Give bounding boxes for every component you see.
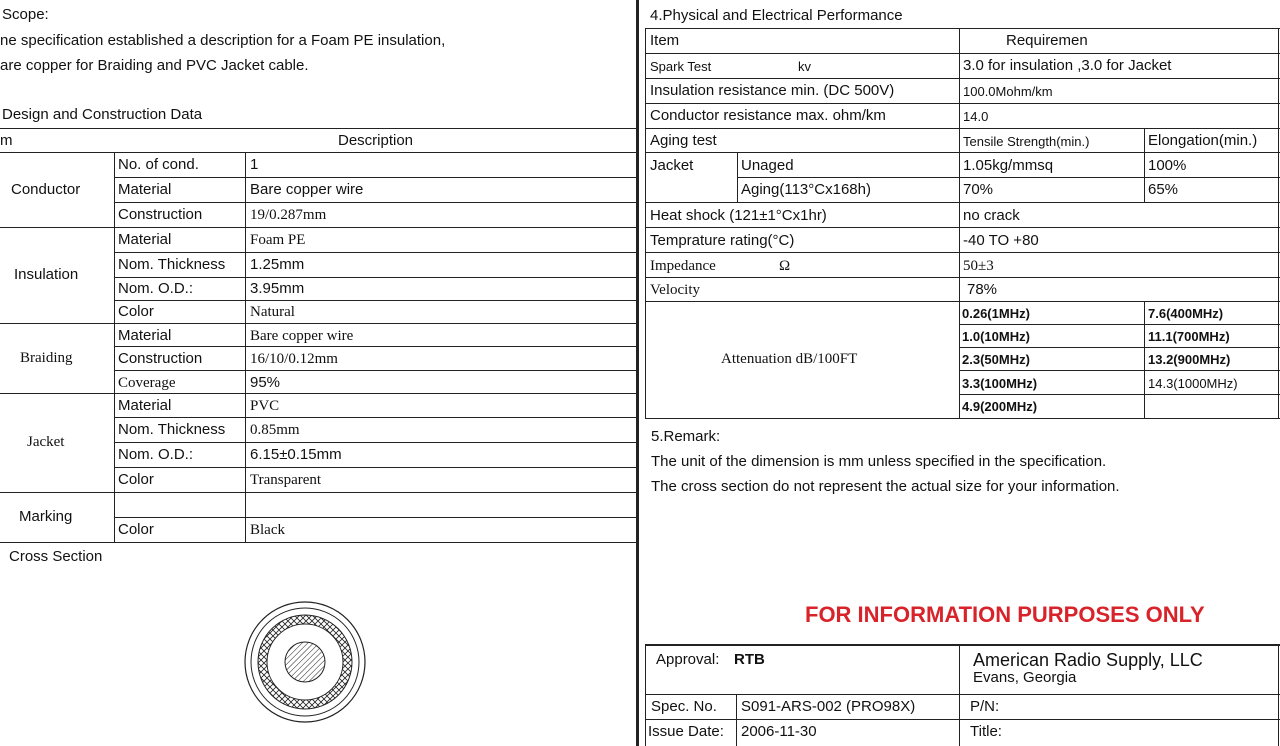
divider [737, 177, 1280, 178]
row-label: Color [118, 471, 154, 488]
pn-label: P/N: [970, 698, 1000, 715]
company-city: Evans, Georgia [973, 669, 1077, 686]
row-label: Material [118, 397, 172, 414]
divider [645, 28, 646, 418]
divider [1278, 644, 1279, 746]
row-value: Bare copper wire [250, 181, 364, 198]
elongation-header: Elongation(min.) [1148, 132, 1258, 149]
divider [959, 644, 960, 746]
cable-cross-section-diagram [243, 600, 367, 724]
divider [114, 417, 636, 418]
row-value: Bare copper wire [250, 328, 354, 344]
row-label: Color [118, 303, 154, 320]
divider [645, 202, 1280, 203]
group-insulation: Insulation [14, 266, 79, 283]
title-label: Title: [970, 723, 1002, 740]
aging-condition: Aging(113°Cx168h) [741, 181, 871, 198]
divider [114, 300, 636, 301]
tensile-header: Tensile Strength(min.) [963, 134, 1090, 149]
divider [1144, 301, 1145, 418]
row-label: Construction [118, 206, 203, 223]
cross-section-title: Cross Section [9, 548, 103, 565]
attenuation-value: 1.0(10MHz) [962, 329, 1030, 344]
spark-test-value: 3.0 for insulation ,3.0 for Jacket [963, 57, 1172, 74]
divider [959, 394, 1280, 395]
row-value: 0.85mm [250, 422, 300, 438]
impedance-value: 50±3 [963, 258, 994, 274]
divider [245, 152, 246, 542]
row-label: Nom. Thickness [118, 421, 226, 438]
heat-shock-value: no crack [963, 207, 1020, 224]
temperature-label: Temprature rating(°C) [650, 232, 795, 249]
divider [114, 277, 636, 278]
row-value: Natural [250, 304, 295, 320]
row-value: Transparent [250, 472, 322, 488]
issue-date-label: Issue Date: [648, 723, 724, 740]
divider [645, 53, 1280, 54]
attenuation-value: 2.3(50MHz) [962, 352, 1030, 367]
divider [0, 227, 636, 228]
divider [645, 227, 1280, 228]
scope-title: Scope: [2, 6, 49, 23]
divider [645, 694, 1280, 695]
row-value: 1 [250, 156, 259, 173]
row-label: Nom. Thickness [118, 256, 226, 273]
divider [959, 370, 1280, 371]
row-label: Nom. O.D.: [118, 280, 194, 297]
divider [645, 78, 1280, 79]
group-braiding: Braiding [20, 350, 73, 366]
divider [645, 644, 646, 746]
remark-line-2: The cross section do not represent the actual size for your information. [651, 478, 1120, 495]
row-value: 3.95mm [250, 280, 305, 297]
conductor-resistance-value: 14.0 [963, 109, 989, 124]
attenuation-value: 7.6(400MHz) [1148, 306, 1224, 321]
unaged-label: Unaged [741, 157, 794, 174]
divider [1144, 128, 1145, 202]
design-title: Design and Construction Data [2, 106, 203, 123]
heat-shock-label: Heat shock (121±1°Cx1hr) [650, 207, 827, 224]
unaged-tensile: 1.05kg/mmsq [963, 157, 1054, 174]
divider [645, 128, 1280, 129]
velocity-label: Velocity [650, 282, 700, 298]
divider [959, 28, 960, 418]
divider [1278, 28, 1279, 418]
attenuation-value: 4.9(200MHz) [962, 399, 1038, 414]
row-label: Material [118, 231, 172, 248]
row-value: Foam PE [250, 232, 306, 248]
remark-title: 5.Remark: [651, 428, 721, 445]
divider [959, 324, 1280, 325]
divider [645, 418, 1280, 419]
divider [736, 694, 737, 746]
divider [114, 252, 636, 253]
attenuation-value: 11.1(700MHz) [1148, 329, 1230, 344]
divider [114, 177, 636, 178]
scope-line-1: ne specification established a description for a Foam PE insulation, [0, 32, 446, 49]
insulation-resistance-label: Insulation resistance min. (DC 500V) [650, 82, 895, 99]
company-name: American Radio Supply, LLC [973, 650, 1203, 670]
physical-title: 4.Physical and Electrical Performance [650, 7, 903, 24]
insulation-resistance-value: 100.0Mohm/km [963, 84, 1053, 99]
impedance-label: Impedance [650, 258, 716, 274]
attenuation-value: 14.3(1000MHz) [1148, 376, 1238, 391]
divider [0, 152, 636, 153]
attenuation-value: 3.3(100MHz) [962, 376, 1038, 391]
divider [645, 277, 1280, 278]
divider [114, 346, 636, 347]
divider [114, 152, 115, 542]
divider [0, 393, 636, 394]
spec-no-label: Spec. No. [651, 698, 717, 715]
attenuation-value: 13.2(900MHz) [1148, 352, 1231, 367]
row-value: 1.25mm [250, 256, 305, 273]
scope-line-2: are copper for Braiding and PVC Jacket cable. [0, 57, 309, 74]
header-description: Description [338, 132, 414, 149]
impedance-unit: Ω [779, 258, 791, 274]
divider [645, 28, 1280, 29]
aging-elongation: 65% [1148, 181, 1179, 198]
divider [959, 347, 1280, 348]
divider [645, 301, 1280, 302]
conductor-resistance-label: Conductor resistance max. ohm/km [650, 107, 886, 124]
issue-date-value: 2006-11-30 [741, 723, 817, 740]
velocity-value: 78% [967, 281, 998, 298]
header-item: m [0, 132, 13, 149]
row-label: Material [118, 327, 172, 344]
divider [114, 467, 636, 468]
approval-label: Approval: [656, 651, 720, 668]
row-label: Color [118, 521, 154, 538]
row-value: PVC [250, 398, 280, 414]
divider [114, 442, 636, 443]
divider [645, 644, 1280, 646]
information-notice: FOR INFORMATION PURPOSES ONLY [805, 602, 1205, 627]
spark-test-label: Spark Test [650, 59, 712, 74]
unaged-elongation: 100% [1148, 157, 1187, 174]
divider [0, 128, 636, 129]
row-value: 6.15±0.15mm [250, 446, 342, 463]
header-requirement: Requiremen [1006, 32, 1088, 49]
divider [114, 517, 636, 518]
group-marking: Marking [19, 508, 73, 525]
spark-test-unit: kv [798, 59, 811, 74]
group-jacket: Jacket [27, 434, 65, 450]
attenuation-label: Attenuation dB/100FT [721, 351, 858, 367]
row-label: Coverage [118, 375, 176, 391]
row-value: 19/0.287mm [250, 207, 327, 223]
divider [645, 252, 1280, 253]
divider [737, 152, 738, 202]
row-label: Nom. O.D.: [118, 446, 194, 463]
group-conductor: Conductor [11, 181, 81, 198]
divider [0, 492, 636, 493]
remark-line-1: The unit of the dimension is mm unless specified in the specification. [651, 453, 1107, 470]
approval-value: RTB [734, 651, 765, 668]
temperature-value: -40 TO +80 [963, 232, 1039, 249]
aging-tensile: 70% [963, 181, 994, 198]
spec-no-value: S091-ARS-002 (PRO98X) [741, 698, 916, 715]
divider [114, 202, 636, 203]
row-label: Construction [118, 350, 203, 367]
row-label: No. of cond. [118, 156, 199, 173]
header-item: Item [650, 32, 680, 49]
divider [114, 370, 636, 371]
attenuation-value: 0.26(1MHz) [962, 306, 1030, 321]
aging-test-label: Aging test [650, 132, 717, 149]
divider [0, 542, 636, 543]
divider [0, 323, 636, 324]
row-value: 95% [250, 374, 281, 391]
row-label: Material [118, 181, 172, 198]
row-value: 16/10/0.12mm [250, 351, 338, 367]
jacket-label: Jacket [650, 157, 694, 174]
page-divider [636, 0, 639, 746]
divider [645, 719, 1280, 720]
row-value: Black [250, 522, 285, 538]
divider [645, 152, 1280, 153]
divider [645, 103, 1280, 104]
